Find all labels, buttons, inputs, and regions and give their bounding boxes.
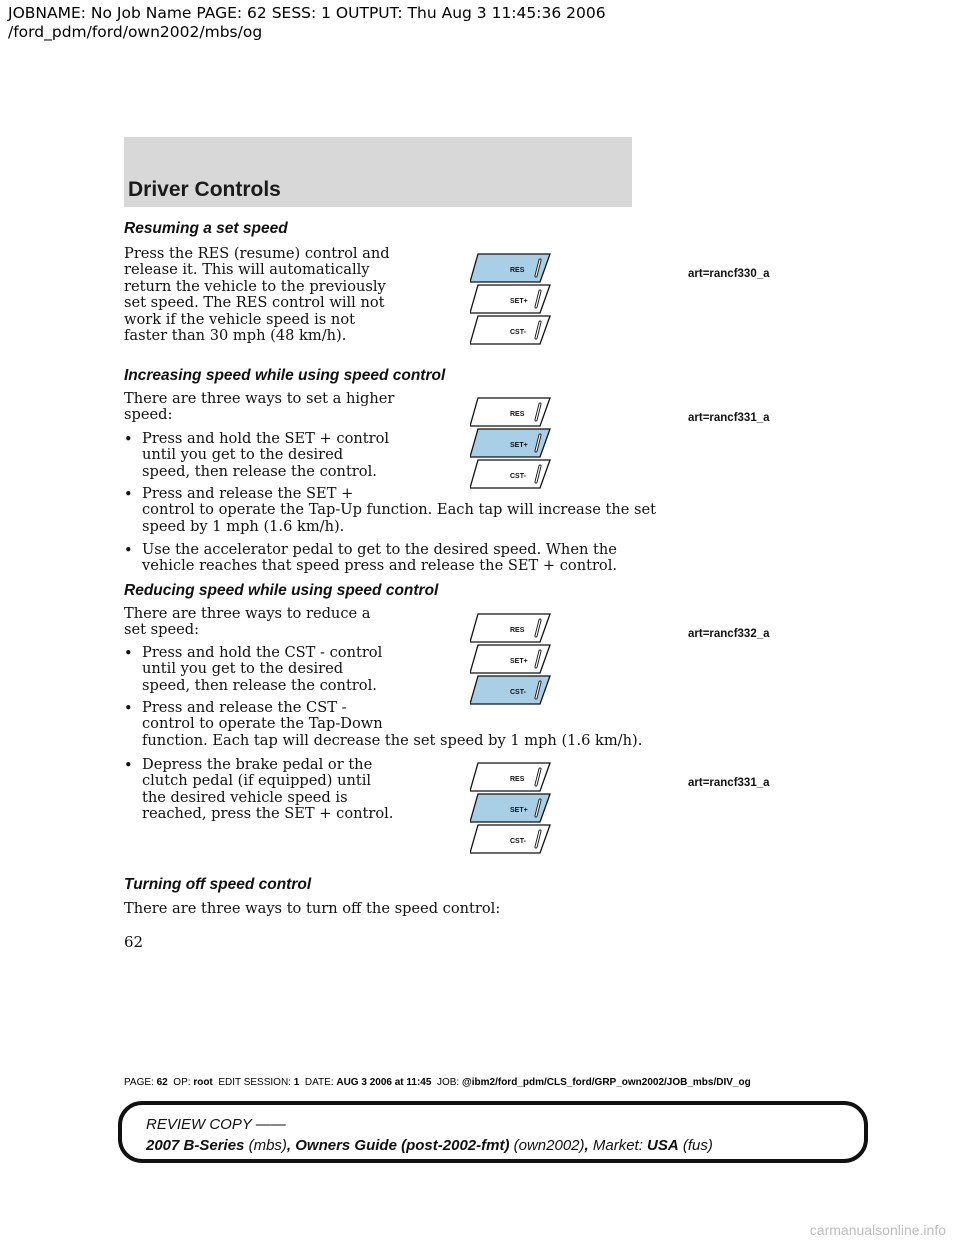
text-line: Use the accelerator pedal to get to the desired speed. When the xyxy=(142,541,617,558)
control-button-res xyxy=(470,398,550,426)
footer-job-label: JOB: xyxy=(436,1077,460,1088)
text-line: Depress the brake pedal or the xyxy=(142,756,373,773)
bullet-marker: • xyxy=(124,700,133,717)
text-line: until you get to the desired xyxy=(142,660,344,678)
footer-session-label: EDIT SESSION: xyxy=(218,1077,291,1088)
increase-bullet-1 xyxy=(142,431,389,480)
art-reference-1: art=rancf330_a xyxy=(688,268,770,280)
text-line: until you get to the desired xyxy=(142,446,344,464)
control-button-label: RES xyxy=(510,267,525,274)
footer-date-value: AUG 3 2006 at 11:45 xyxy=(336,1077,432,1088)
art-reference-4: art=rancf331_a xyxy=(688,777,770,789)
text-line: Press and hold the CST - control xyxy=(142,644,383,661)
review-copy-details: 2007 B-Series (mbs), Owners Guide (post-2002-fmt) (own2002), Market: USA (fus) xyxy=(146,1137,713,1154)
off-paragraph xyxy=(124,901,500,917)
reduce-bullet-2 xyxy=(142,700,642,749)
art-reference-2: art=rancf331_a xyxy=(688,412,770,424)
text-line: vehicle reaches that speed press and release the SET + control. xyxy=(142,557,618,575)
footer-op-value: root xyxy=(193,1077,213,1088)
text-line: speed: xyxy=(124,406,173,424)
text-line: There are three ways to set a higher xyxy=(124,390,395,407)
review-market-code: (fus) xyxy=(682,1137,713,1154)
control-button-label: RES xyxy=(510,627,525,634)
page-number: 62 xyxy=(124,933,144,951)
control-button-label: SET+ xyxy=(510,658,528,665)
text-line: faster than 30 mph (48 km/h). xyxy=(124,327,347,345)
resume-paragraph xyxy=(124,246,390,344)
job-header-line2: /ford_pdm/ford/own2002/mbs/og xyxy=(8,23,263,41)
control-button-label: RES xyxy=(510,776,525,783)
text-line: control to operate the Tap-Down xyxy=(142,715,383,733)
heading-reduce: Reducing speed while using speed control xyxy=(124,582,439,599)
control-button-label: CST- xyxy=(510,838,526,845)
job-header-line1: JOBNAME: No Job Name PAGE: 62 SESS: 1 OUTPUT: Thu Aug 3 11:45:36 2006 xyxy=(8,4,606,22)
increase-intro xyxy=(124,391,394,424)
footer-job-info xyxy=(124,1077,751,1088)
control-button-res xyxy=(470,614,550,642)
control-button-label: RES xyxy=(510,411,525,418)
review-model: 2007 B-Series xyxy=(146,1137,245,1154)
control-button-set xyxy=(470,285,550,313)
text-line: function. Each tap will decrease the set speed by 1 mph (1.6 km/h). xyxy=(142,731,643,749)
increase-bullet-2 xyxy=(142,486,656,535)
bullet-marker: • xyxy=(124,542,133,559)
review-guide: Owners Guide (post-2002-fmt) xyxy=(295,1137,510,1154)
heading-off: Turning off speed control xyxy=(124,876,312,893)
reduce-bullet-1 xyxy=(142,645,382,694)
watermark: carmanualsonline.info xyxy=(809,1222,946,1238)
text-line: set speed. The RES control will not xyxy=(124,294,385,312)
control-button-label: SET+ xyxy=(510,298,528,305)
text-line: speed by 1 mph (1.6 km/h). xyxy=(142,517,345,535)
text-line: speed, then release the control. xyxy=(142,676,377,694)
review-market-label: Market: xyxy=(592,1137,643,1154)
reduce-intro xyxy=(124,606,370,639)
control-button-cst xyxy=(470,825,550,853)
bullet-marker: • xyxy=(124,757,133,774)
control-button-label: SET+ xyxy=(510,442,528,449)
control-button-cst xyxy=(470,316,550,344)
control-button-label: CST- xyxy=(510,473,526,480)
review-copy-label: REVIEW COPY —— xyxy=(146,1116,286,1133)
control-button-res xyxy=(470,763,550,791)
footer-date-label: DATE: xyxy=(304,1077,334,1088)
bullet-marker: • xyxy=(124,431,133,448)
speed-control-illustration-4 xyxy=(470,761,560,857)
control-button-cst xyxy=(470,460,550,488)
text-line: clutch pedal (if equipped) until xyxy=(142,772,372,790)
text-line: Press and hold the SET + control xyxy=(142,430,390,447)
bullet-marker: • xyxy=(124,645,133,662)
footer-page-value: 62 xyxy=(156,1077,168,1088)
speed-control-illustration-3 xyxy=(470,612,560,708)
text-line: release it. This will automatically xyxy=(124,261,370,279)
review-model-code: (mbs) xyxy=(248,1137,287,1154)
bullet-marker: • xyxy=(124,486,133,503)
control-button-label: CST- xyxy=(510,689,526,696)
text-line: reached, press the SET + control. xyxy=(142,805,394,823)
control-button-set xyxy=(470,794,550,822)
text-line: work if the vehicle speed is not xyxy=(124,310,355,328)
review-guide-code: (own2002) xyxy=(513,1137,585,1154)
control-button-set xyxy=(470,645,550,673)
increase-bullet-3 xyxy=(142,542,617,575)
text-line: control to operate the Tap-Up function. Each tap will increase the set xyxy=(142,501,657,519)
footer-page-label: PAGE: xyxy=(124,1077,154,1088)
reduce-bullet-3 xyxy=(142,757,393,823)
section-title: Driver Controls xyxy=(128,178,281,201)
text-line: the desired vehicle speed is xyxy=(142,788,348,806)
text-line: Press the RES (resume) control and xyxy=(124,245,390,262)
control-button-set xyxy=(470,429,550,457)
text-line: return the vehicle to the previously xyxy=(124,277,386,295)
text-line: set speed: xyxy=(124,621,199,639)
footer-session-value: 1 xyxy=(293,1077,300,1088)
heading-resume: Resuming a set speed xyxy=(124,220,288,237)
footer-job-value: @ibm2/ford_pdm/CLS_ford/GRP_own2002/JOB_mbs/DIV_og xyxy=(462,1077,751,1088)
control-button-label: CST- xyxy=(510,329,526,336)
review-market-value: USA xyxy=(647,1137,679,1154)
speed-control-illustration-2 xyxy=(470,396,560,492)
control-button-cst xyxy=(470,676,550,704)
text-line: Press and release the CST - xyxy=(142,699,347,716)
text-line: Press and release the SET + xyxy=(142,485,354,502)
speed-control-illustration-1 xyxy=(470,252,560,348)
footer-op-label: OP: xyxy=(173,1077,191,1088)
art-reference-3: art=rancf332_a xyxy=(688,628,770,640)
text-line: There are three ways to reduce a xyxy=(124,605,371,622)
control-button-res xyxy=(470,254,550,282)
heading-increase: Increasing speed while using speed control xyxy=(124,367,446,384)
text-line: There are three ways to turn off the speed control: xyxy=(124,900,501,917)
control-button-label: SET+ xyxy=(510,807,528,814)
text-line: speed, then release the control. xyxy=(142,462,377,480)
